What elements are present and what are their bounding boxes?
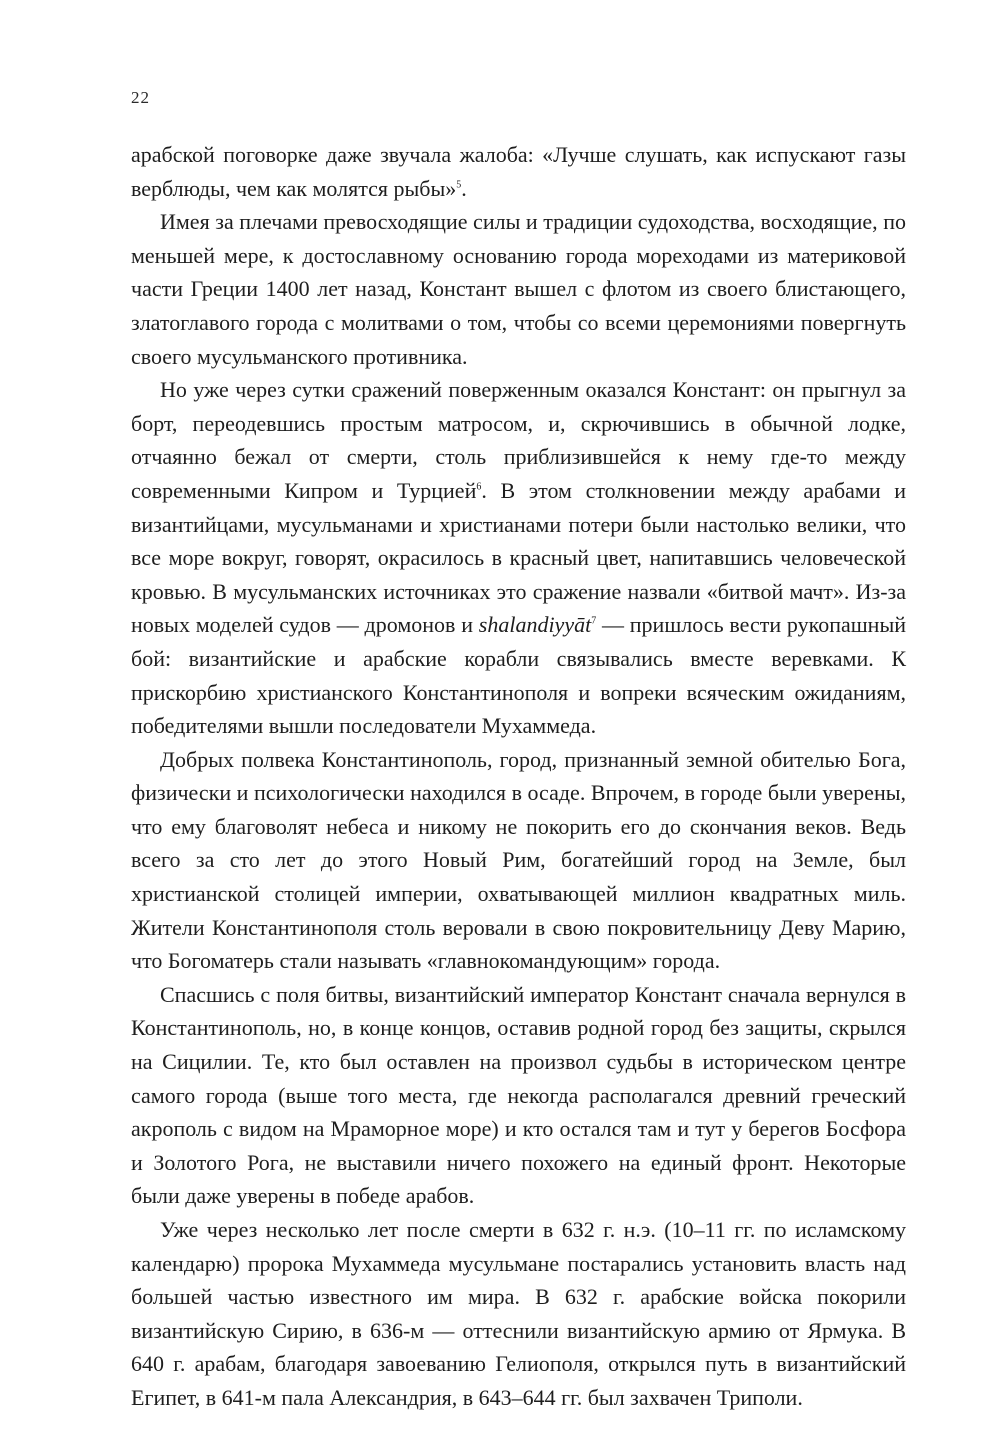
footnote-ref: 7 — [591, 615, 597, 627]
paragraph — [131, 743, 906, 978]
footnote-ref: 5 — [456, 179, 462, 191]
text-run: Уже через несколько лет после смерти в 632 г. н.э. (10–11 гг. по исламскому календарю) пророка Мухаммеда мусульмане постарались установить власть над большей частью известного им мира. В 632 г. арабские войска покорили византийскую Сирию, в 636-м — оттеснили византийскую армию от Ярмука. В 640 г. арабам, благодаря завоеванию Гелиополя, открылся путь в византийский Египет, в 641-м пала Александрия, в 643–644 гг. был захвачен Триполи. — [131, 1217, 906, 1410]
text-run: Спасшись с поля битвы, византийский император Констант сначала вернулся в Константинополь, но, в конце концов, оставив родной город без защиты, скрылся на Сицилии. Те, кто был оставлен на произвол судьбы в историческом центре самого города (выше того места, где некогда располагался древний греческий акрополь с видом на Мраморное море) и кто остался там и тут у берегов Босфора и Золотого Рога, не выставили ничего похожего на единый фронт. Некоторые были даже уверены в победе арабов. — [131, 981, 906, 1209]
page-number: 22 — [131, 88, 150, 107]
footnote-ref: 6 — [476, 481, 482, 493]
text-run: арабской поговорке даже звучала жалоба: «Лучше слушать, как испускают газы верблюды, чем как молятся рыбы» — [131, 142, 906, 201]
paragraph — [131, 138, 906, 205]
text-run: Добрых полвека Константинополь, город, признанный земной обителью Бога, физически и психологически находился в осаде. Впрочем, в городе были уверены, что ему благоволят небеса и никому не покорить его до скончания веков. Ведь всего за сто лет до этого Новый Рим, богатейший город на Земле, был христианской столицей империи, охватывающей миллион квадратных миль. Жители Константинополя столь веровали в свою покровительницу Деву Марию, что Богоматерь стали называть «главнокомандующим» города. — [131, 746, 906, 974]
paragraph — [131, 1213, 906, 1415]
text-run: . В этом столкновении между арабами и византийцами, мусульманами и христианами потери были настолько велики, что все море вокруг, говорят, окрасилось в красный цвет, напитавшись человеческой кровью. В мусульманских источниках это сражение назвали «битвой мачт». Из-за новых моделей судов — дромонов и — [131, 477, 906, 638]
text-run: . — [461, 175, 467, 201]
paragraph — [131, 978, 906, 1213]
text-run: — пришлось вести рукопашный бой: византийские и арабские корабли связывались вместе веревками. К прискорбию христианского Константинополя и вопреки всяческим ожиданиям, победителями вышли последователи Мухаммеда. — [131, 612, 906, 739]
italic-term: shalandiyyāt — [478, 612, 592, 638]
body-text — [131, 138, 906, 1415]
paragraph — [131, 373, 906, 743]
text-run: Но уже через сутки сражений поверженным оказался Констант: он прыгнул за борт, переодевшись простым матросом, и, скрючившись в обычной лодке, отчаянно бежал от смерти, столь приблизившейся к нему где-то между современными Кипром и Турцией — [131, 377, 906, 503]
text-run: Имея за плечами превосходящие силы и традиции судоходства, восходящие, по меньшей мере, к достославному основанию города мореходами из материковой части Греции 1400 лет назад, Констант вышел с флотом из своего блистающего, златоглавого города с молитвами о том, чтобы со всеми церемониями повергнуть своего мусульманского противника. — [131, 209, 906, 369]
paragraph — [131, 205, 906, 373]
